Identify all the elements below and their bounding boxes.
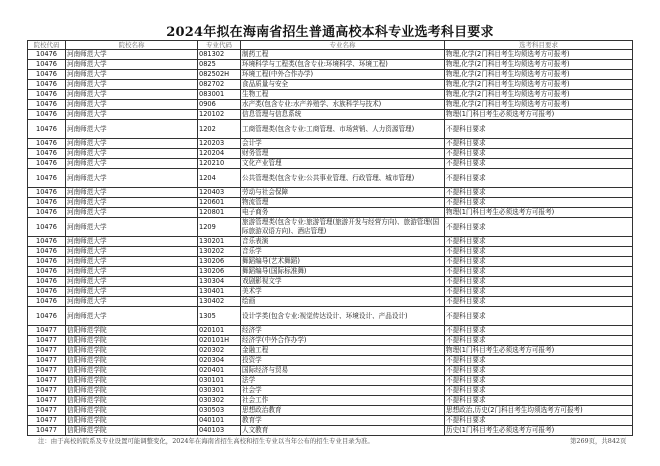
cell-school-code: 10476 [28,198,66,208]
cell-major-code: 0825 [198,60,241,70]
header-major-name: 专业名称 [241,41,445,50]
cell-school-code: 10476 [28,247,66,257]
cell-requirement: 物理,化学(2门科目考生均须选考方可报考) [445,60,633,70]
cell-major-code: 020101H [198,336,241,346]
table-row [28,237,633,247]
cell-requirement: 不提科目要求 [445,386,633,396]
cell-major-code: 130206 [198,257,241,267]
cell-school-code: 10477 [28,406,66,416]
cell-major-code: 120403 [198,188,241,198]
cell-school-name: 河南师范大学 [66,198,198,208]
cell-major-code: 083001 [198,90,241,100]
cell-major-name: 文化产业管理 [241,159,445,169]
cell-requirement: 物理(1门科目考生必须选考方可报考) [445,208,633,218]
cell-major-code: 020304 [198,356,241,366]
cell-school-name: 河南师范大学 [66,90,198,100]
cell-school-name: 河南师范大学 [66,257,198,267]
cell-school-code: 10476 [28,120,66,139]
cell-school-code: 10477 [28,366,66,376]
cell-major-code: 081302 [198,50,241,60]
header-major-code: 专业代码 [198,41,241,50]
cell-school-code: 10476 [28,100,66,110]
cell-major-code: 030101 [198,376,241,386]
table-header-row [28,41,633,50]
table-row [28,386,633,396]
cell-major-name: 环境科学与工程类(包含专业:环境科学、环境工程) [241,60,445,70]
cell-requirement: 历史(1门科目考生必须选考方可报考) [445,426,633,436]
table-row [28,336,633,346]
cell-major-code: 120102 [198,110,241,120]
cell-school-code: 10477 [28,336,66,346]
cell-school-name: 河南师范大学 [66,60,198,70]
cell-school-name: 信阳师范学院 [66,406,198,416]
cell-major-code: 040101 [198,416,241,426]
cell-requirement: 不提科目要求 [445,366,633,376]
cell-requirement: 不提科目要求 [445,307,633,326]
cell-school-code: 10476 [28,50,66,60]
cell-school-code: 10476 [28,267,66,277]
cell-major-code: 040103 [198,426,241,436]
cell-school-code: 10476 [28,297,66,307]
cell-school-name: 河南师范大学 [66,188,198,198]
cell-school-code: 10476 [28,277,66,287]
cell-school-name: 河南师范大学 [66,120,198,139]
cell-school-name: 信阳师范学院 [66,366,198,376]
cell-school-code: 10476 [28,169,66,188]
table-row [28,346,633,356]
cell-requirement: 不提科目要求 [445,149,633,159]
cell-major-name: 国际经济与贸易 [241,366,445,376]
cell-requirement: 物理,化学(2门科目考生均须选考方可报考) [445,100,633,110]
cell-major-code: 1202 [198,120,241,139]
cell-requirement: 不提科目要求 [445,218,633,237]
cell-school-name: 河南师范大学 [66,307,198,326]
cell-requirement: 物理,化学(2门科目考生均须选考方可报考) [445,80,633,90]
cell-school-name: 信阳师范学院 [66,356,198,366]
cell-school-name: 河南师范大学 [66,237,198,247]
cell-major-name: 教育学 [241,416,445,426]
cell-major-name: 电子商务 [241,208,445,218]
cell-school-name: 河南师范大学 [66,70,198,80]
cell-major-name: 社会工作 [241,396,445,406]
cell-major-name: 投资学 [241,356,445,366]
cell-major-name: 设计学类(包含专业:视觉传达设计、环境设计、产品设计) [241,307,445,326]
cell-school-name: 河南师范大学 [66,139,198,149]
cell-requirement: 不提科目要求 [445,297,633,307]
cell-school-code: 10476 [28,110,66,120]
cell-major-name: 工商管理类(包含专业:工商管理、市场营销、人力资源管理) [241,120,445,139]
cell-school-name: 信阳师范学院 [66,336,198,346]
cell-school-code: 10476 [28,60,66,70]
header-requirement: 选考科目要求 [445,41,633,50]
cell-school-code: 10477 [28,326,66,336]
cell-requirement: 不提科目要求 [445,159,633,169]
table-row [28,416,633,426]
cell-major-name: 绘画 [241,297,445,307]
table-row [28,169,633,188]
cell-major-code: 020302 [198,346,241,356]
cell-major-code: 120204 [198,149,241,159]
cell-requirement: 不提科目要求 [445,336,633,346]
table-row [28,188,633,198]
cell-major-code: 130202 [198,247,241,257]
table-row [28,50,633,60]
table-row [28,198,633,208]
cell-major-name: 金融工程 [241,346,445,356]
cell-major-name: 舞蹈编导(国际标准舞) [241,267,445,277]
cell-major-code: 1209 [198,218,241,237]
cell-school-name: 信阳师范学院 [66,376,198,386]
cell-requirement: 物理,化学(2门科目考生均须选考方可报考) [445,90,633,100]
cell-requirement: 物理(1门科目考生必须选考方可报考) [445,110,633,120]
table-row [28,149,633,159]
cell-school-code: 10476 [28,237,66,247]
cell-school-name: 河南师范大学 [66,50,198,60]
cell-major-code: 130304 [198,277,241,287]
cell-school-code: 10476 [28,188,66,198]
cell-school-name: 河南师范大学 [66,80,198,90]
cell-school-name: 河南师范大学 [66,277,198,287]
cell-major-name: 生物工程 [241,90,445,100]
cell-major-name: 美术学 [241,287,445,297]
cell-requirement: 不提科目要求 [445,267,633,277]
cell-school-name: 河南师范大学 [66,218,198,237]
table-row [28,208,633,218]
cell-major-name: 社会学 [241,386,445,396]
cell-major-code: 082702 [198,80,241,90]
cell-major-name: 舞蹈编导(艺术舞蹈) [241,257,445,267]
table-row [28,257,633,267]
table-row [28,100,633,110]
table-body [28,50,633,436]
cell-school-name: 河南师范大学 [66,149,198,159]
cell-major-code: 020101 [198,326,241,336]
cell-major-name: 财务管理 [241,149,445,159]
header-school-code: 院校代码 [28,41,66,50]
cell-school-name: 河南师范大学 [66,267,198,277]
cell-major-name: 戏剧影视文学 [241,277,445,287]
page-indicator: 第269页，共842页 [570,437,627,445]
cell-school-name: 河南师范大学 [66,287,198,297]
table-row [28,297,633,307]
table-row [28,406,633,416]
cell-requirement: 不提科目要求 [445,356,633,366]
cell-school-name: 信阳师范学院 [66,326,198,336]
cell-school-code: 10477 [28,396,66,406]
cell-major-code: 120210 [198,159,241,169]
cell-major-code: 020401 [198,366,241,376]
cell-major-name: 物流管理 [241,198,445,208]
cell-school-code: 10477 [28,376,66,386]
cell-major-code: 030503 [198,406,241,416]
cell-major-name: 食品质量与安全 [241,80,445,90]
table-row [28,70,633,80]
cell-major-name: 劳动与社会保障 [241,188,445,198]
cell-school-code: 10477 [28,346,66,356]
cell-school-name: 河南师范大学 [66,159,198,169]
cell-major-name: 会计学 [241,139,445,149]
cell-school-name: 河南师范大学 [66,297,198,307]
table-row [28,287,633,297]
cell-school-name: 信阳师范学院 [66,396,198,406]
cell-school-name: 信阳师范学院 [66,426,198,436]
table-row [28,267,633,277]
cell-school-name: 河南师范大学 [66,110,198,120]
cell-school-name: 河南师范大学 [66,247,198,257]
table-row [28,120,633,139]
cell-requirement: 不提科目要求 [445,376,633,386]
table-row [28,247,633,257]
cell-major-name: 水产类(包含专业:水产养殖学、水族科学与技术) [241,100,445,110]
cell-school-code: 10477 [28,426,66,436]
table-row [28,356,633,366]
cell-school-code: 10477 [28,356,66,366]
cell-school-code: 10476 [28,139,66,149]
cell-school-code: 10477 [28,416,66,426]
cell-major-code: 082502H [198,70,241,80]
cell-major-code: 130401 [198,287,241,297]
cell-requirement: 不提科目要求 [445,188,633,198]
table-row [28,396,633,406]
page-title: 2024年拟在海南省招生普通高校本科专业选考科目要求 [166,25,494,40]
cell-requirement: 不提科目要求 [445,396,633,406]
requirements-table [27,40,633,436]
cell-requirement: 物理,化学(2门科目考生均须选考方可报考) [445,70,633,80]
cell-school-code: 10476 [28,208,66,218]
table-row [28,376,633,386]
cell-school-code: 10476 [28,287,66,297]
cell-requirement: 不提科目要求 [445,237,633,247]
cell-requirement: 不提科目要求 [445,139,633,149]
cell-requirement: 不提科目要求 [445,120,633,139]
cell-requirement: 思想政治,历史(2门科目考生均须选考方可报考) [445,406,633,416]
cell-requirement: 不提科目要求 [445,326,633,336]
footer-note: 注：由于高校的院系及专业设置可能调整变化，2024年在海南省招生高校和招生专业以当年公布的招生专业目录为准。 [38,437,374,445]
cell-major-name: 思想政治教育 [241,406,445,416]
cell-major-code: 1305 [198,307,241,326]
cell-major-name: 公共管理类(包含专业:公共事业管理、行政管理、城市管理) [241,169,445,188]
cell-school-code: 10476 [28,80,66,90]
header-school-name: 院校名称 [66,41,198,50]
table-row [28,60,633,70]
cell-major-code: 030302 [198,396,241,406]
cell-school-code: 10476 [28,159,66,169]
cell-school-name: 河南师范大学 [66,169,198,188]
cell-requirement: 物理(1门科目考生必须选考方可报考) [445,346,633,356]
cell-major-name: 旅游管理类(包含专业:旅游管理(旅游开发与经营方向)、旅游管理(国际旅游双语方向)、酒店管理) [241,218,445,237]
cell-major-code: 130206 [198,267,241,277]
cell-major-name: 法学 [241,376,445,386]
cell-requirement: 不提科目要求 [445,287,633,297]
table-row [28,307,633,326]
cell-major-name: 音乐学 [241,247,445,257]
cell-school-code: 10476 [28,70,66,80]
cell-school-name: 信阳师范学院 [66,386,198,396]
cell-requirement: 不提科目要求 [445,416,633,426]
table-row [28,90,633,100]
cell-major-name: 经济学 [241,326,445,336]
cell-major-name: 音乐表演 [241,237,445,247]
cell-major-code: 0906 [198,100,241,110]
table-row [28,139,633,149]
table-row [28,426,633,436]
cell-school-name: 信阳师范学院 [66,416,198,426]
cell-major-code: 120601 [198,198,241,208]
cell-school-name: 河南师范大学 [66,208,198,218]
cell-major-code: 1204 [198,169,241,188]
table-row [28,326,633,336]
cell-major-code: 130402 [198,297,241,307]
cell-major-name: 信息管理与信息系统 [241,110,445,120]
cell-requirement: 不提科目要求 [445,277,633,287]
table-row [28,159,633,169]
cell-major-name: 制药工程 [241,50,445,60]
cell-major-name: 人文教育 [241,426,445,436]
cell-major-code: 120203 [198,139,241,149]
cell-school-code: 10476 [28,307,66,326]
cell-school-code: 10476 [28,257,66,267]
cell-school-code: 10476 [28,218,66,237]
cell-requirement: 不提科目要求 [445,198,633,208]
cell-school-name: 信阳师范学院 [66,346,198,356]
cell-major-code: 120801 [198,208,241,218]
cell-major-name: 环境工程(中外合作办学) [241,70,445,80]
cell-school-code: 10477 [28,386,66,396]
table-row [28,218,633,237]
table-row [28,366,633,376]
table-row [28,110,633,120]
cell-requirement: 不提科目要求 [445,247,633,257]
cell-school-code: 10476 [28,90,66,100]
cell-major-code: 030301 [198,386,241,396]
cell-major-code: 130201 [198,237,241,247]
cell-school-name: 河南师范大学 [66,100,198,110]
cell-school-code: 10476 [28,149,66,159]
cell-requirement: 物理,化学(2门科目考生均须选考方可报考) [445,50,633,60]
table-row [28,277,633,287]
cell-requirement: 不提科目要求 [445,169,633,188]
table-row [28,80,633,90]
cell-major-name: 经济学(中外合作办学) [241,336,445,346]
cell-requirement: 不提科目要求 [445,257,633,267]
